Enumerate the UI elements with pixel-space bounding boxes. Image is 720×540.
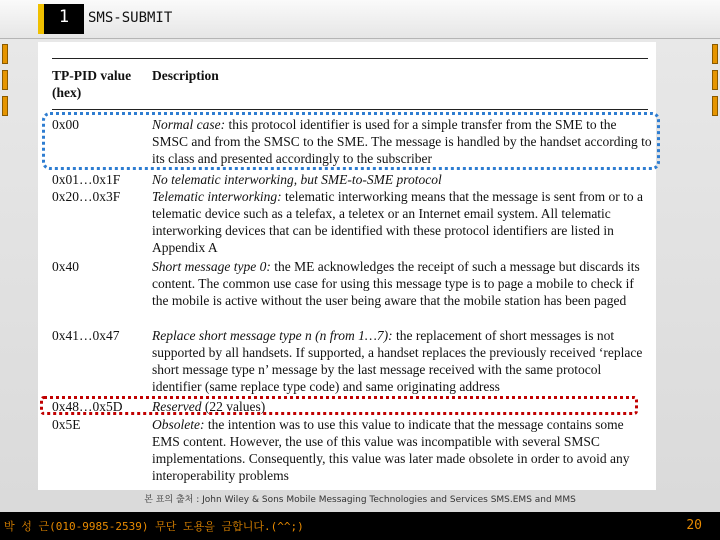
table-header-rule (52, 109, 648, 110)
row-description (152, 258, 652, 309)
right-tab-2 (712, 70, 718, 90)
row-code: 0x01…0x1F (52, 172, 121, 187)
row-desc-italic: Obsolete: (152, 417, 205, 432)
left-tab-1 (2, 44, 8, 64)
slide-title: SMS-SUBMIT (88, 10, 173, 26)
row-desc-italic: Short message type 0: (152, 259, 271, 274)
slide-footer (0, 512, 720, 540)
left-tab-3 (2, 96, 8, 116)
row-code: 0x41…0x47 (52, 328, 120, 343)
slide-number: 1 (58, 7, 70, 27)
row-desc-text: telematic interworking means that the message is sent from or to a telematic device such as a telefax, a teletex or an Internet email system. All telematic interworking devices that can be identified with these protocol identifiers are listed in Appendix A (152, 189, 644, 255)
row-description (152, 327, 652, 395)
row-desc-text: (22 values) (201, 399, 266, 414)
row-code: 0x40 (52, 259, 79, 274)
slide-header (0, 0, 720, 39)
left-tab-2 (2, 70, 8, 90)
row-code: 0x00 (52, 117, 79, 132)
table-image (38, 42, 656, 490)
row-description (152, 416, 652, 484)
slide-number-badge (38, 4, 84, 34)
header-tp-pid: TP-PID value (hex) (52, 68, 132, 100)
page-number: 20 (686, 518, 702, 533)
row-description (152, 188, 652, 256)
row-description (152, 171, 652, 188)
row-desc-italic: Normal case: (152, 117, 226, 132)
row-desc-text: the replacement of short messages is not supported by all handsets. If supported, a handset replaces the previously received ‘replace short message type n’ message by the last message received with the same protocol identifier (same replace type code) and same originating address (152, 328, 643, 394)
row-desc-italic: Reserved (152, 399, 202, 414)
author-notice: 박 성 근(010-9985-2539) 무단 도용을 금합니다.(^^;) (4, 520, 304, 533)
table-top-rule (52, 58, 648, 59)
row-desc-italic: Replace short message type n (n from 1…7): (152, 328, 393, 343)
row-desc-italic: Telematic interworking: (152, 189, 282, 204)
row-code: 0x20…0x3F (52, 189, 121, 204)
right-tab-1 (712, 44, 718, 64)
highlight-normal-case (42, 112, 660, 170)
row-desc-text: this protocol identifier is used for a simple transfer from the SME to the SMSC and from the SMSC to the SME. The message is handled by the handset according to its class and presented accordingly to the subscriber (152, 117, 652, 166)
source-citation: 본 표의 출처 : John Wiley & Sons Mobile Messaging Technologies and Services SMS.EMS and MMS (144, 495, 576, 505)
row-desc-text: the intention was to use this value to indicate that the message contains some EMS content. However, the use of this value was incompatible with several SMSC implementations. Consequently, this value was later made obsolete in order to avoid any interoperability problems (152, 417, 630, 483)
header-description: Description (152, 68, 219, 83)
highlight-reserved (40, 396, 638, 415)
right-tab-3 (712, 96, 718, 116)
row-desc-text: the ME acknowledges the receipt of such a message but discards its content. The common use case for using this message type is to page a mobile to check if the mobile is active without the user being aware that the mobile station has been paged (152, 259, 640, 308)
row-code: 0x5E (52, 417, 81, 432)
row-code: 0x48…0x5D (52, 399, 123, 414)
row-desc-italic: No telematic interworking, but SME-to-SME protocol (152, 172, 442, 187)
